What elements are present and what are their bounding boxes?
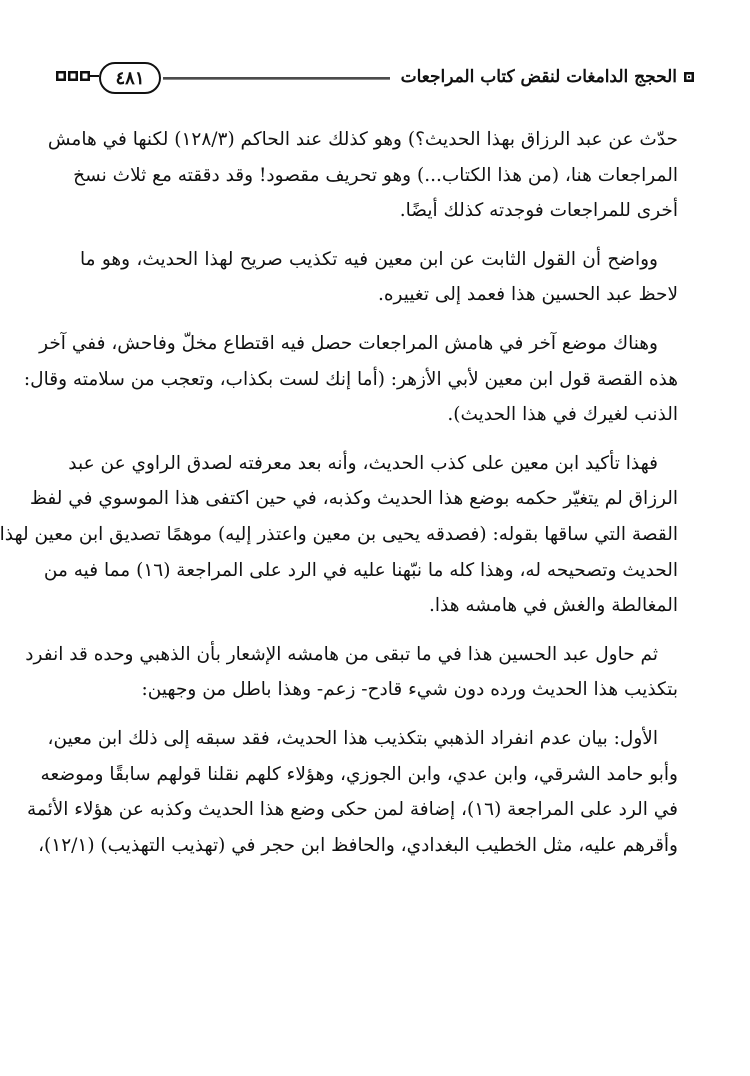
left-flourish-ornament — [55, 68, 99, 84]
text-line: بتكذيب هذا الحديث ورده دون شيء قادح- زعم- وهذا باطل من وجهين: — [141, 679, 678, 701]
text-line: الرزاق لم يتغيّر حكمه بوضع هذا الحديث وكذبه، في حين اكتفى هذا الموسوي في لفظ — [29, 488, 678, 510]
page-header — [55, 58, 695, 98]
square-ornament-icon — [683, 71, 695, 83]
text-line: وهناك موضع آخر في هامش المراجعات حصل فيه اقتطاع مخلّ وفاحش، ففي آخر — [39, 332, 658, 354]
page-number: ٤٨١ — [115, 67, 145, 89]
body-text — [0, 122, 678, 876]
text-line: هذه القصة قول ابن معين لأبي الأزهر: (أما إنك لست بكذاب، وتعجب من سلامته وقال: — [23, 368, 678, 390]
header-title-group — [401, 62, 695, 92]
header-rule-ornament — [163, 75, 390, 81]
running-title: الحجج الدامغات لنقض كتاب المراجعات — [400, 67, 677, 87]
paragraph-1 — [47, 122, 678, 229]
text-line: المغالطة والغش في هامشه هذا. — [429, 595, 678, 617]
paragraph-6 — [26, 721, 678, 863]
paragraph-4 — [0, 446, 678, 624]
paragraph-2 — [80, 242, 678, 313]
text-line: الذنب لغيرك في هذا الحديث). — [447, 404, 678, 426]
paragraph-3 — [23, 326, 678, 433]
text-line: الأول: بيان عدم انفراد الذهبي بتكذيب هذا الحديث، فقد سبقه إلى ذلك ابن معين، — [47, 727, 658, 749]
text-line: وواضح أن القول الثابت عن ابن معين فيه تكذيب صريح لهذا الحديث، وهو ما — [80, 248, 658, 270]
text-line: فهذا تأكيد ابن معين على كذب الحديث، وأنه بعد معرفته لصدق الراوي عن عبد — [68, 452, 658, 474]
text-line: حدّث عن عبد الرزاق بهذا الحديث؟) وهو كذلك عند الحاكم (١٢٨/٣) لكنها في هامش — [47, 129, 678, 150]
text-line: ثم حاول عبد الحسين هذا في ما تبقى من هامشه الإشعار بأن الذهبي وحده قد انفرد — [25, 643, 658, 665]
text-line: المراجعات هنا، (من هذا الكتاب...) وهو تحريف مقصود! وقد دققته مع ثلاث نسخ — [73, 164, 678, 186]
text-line: الحديث وتصحيحه له، وهذا كله ما نبّهنا عليه في الرد على المراجعة (١٦) مما فيه من — [43, 559, 678, 581]
text-line: لاحظ عبد الحسين هذا فعمد إلى تغييره. — [377, 284, 678, 306]
text-line: القصة التي ساقها بقوله: (فصدقه يحيى بن معين واعتذر إليه) موهمًا تصديق ابن معين لهذا — [0, 523, 678, 545]
page-number-badge — [99, 62, 161, 94]
paragraph-5 — [25, 637, 678, 708]
text-line: أخرى للمراجعات فوجدته كذلك أيضًا. — [399, 200, 678, 222]
text-line: وأبو حامد الشرقي، وابن عدي، وابن الجوزي، وهؤلاء كلهم نقلنا قولهم سابقًا وموضعه — [40, 763, 678, 785]
text-line: وأقرهم عليه، مثل الخطيب البغدادي، والحافظ ابن حجر في (تهذيب التهذيب) (١٢/١)، — [38, 834, 678, 856]
text-line: في الرد على المراجعة (١٦)، إضافة لمن حكى وضع هذا الحديث وكذبه عن هؤلاء الأئمة — [26, 799, 678, 821]
